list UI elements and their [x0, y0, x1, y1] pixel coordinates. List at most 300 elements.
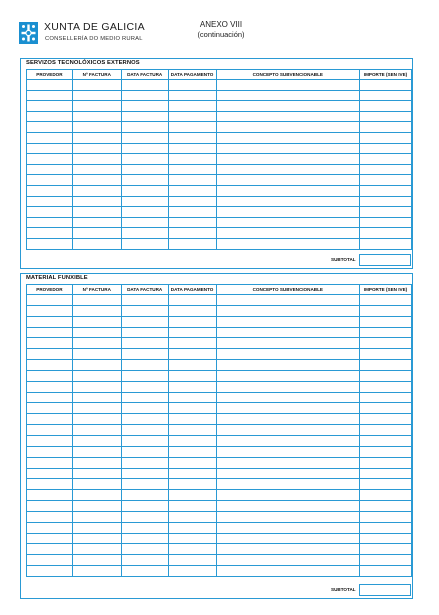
importe-cell[interactable]	[360, 479, 412, 490]
provedor-cell[interactable]	[27, 228, 73, 239]
concepto-cell[interactable]	[216, 403, 359, 414]
data-pagamento-cell[interactable]	[168, 132, 216, 143]
data-pagamento-cell[interactable]	[168, 196, 216, 207]
table-row	[27, 370, 412, 381]
importe-cell[interactable]	[360, 143, 412, 154]
data-factura-cell[interactable]	[121, 566, 168, 577]
concepto-cell[interactable]	[216, 132, 359, 143]
data-pagamento-cell[interactable]	[168, 305, 216, 316]
importe-cell[interactable]	[360, 90, 412, 101]
data-factura-cell[interactable]	[121, 238, 168, 249]
column-header-provedor: PROVEDOR	[27, 285, 73, 295]
concepto-cell[interactable]	[216, 228, 359, 239]
subtotal-field[interactable]	[359, 584, 411, 596]
factura-cell[interactable]	[72, 90, 121, 101]
data-pagamento-cell[interactable]	[168, 111, 216, 122]
xunta-logo-icon	[19, 22, 38, 44]
importe-cell[interactable]	[360, 435, 412, 446]
data-pagamento-cell[interactable]	[168, 360, 216, 371]
table-header-row	[27, 285, 412, 295]
data-pagamento-cell[interactable]	[168, 468, 216, 479]
data-factura-cell[interactable]	[121, 490, 168, 501]
data-pagamento-cell[interactable]	[168, 349, 216, 360]
data-factura-cell[interactable]	[121, 305, 168, 316]
concepto-cell[interactable]	[216, 468, 359, 479]
data-factura-cell[interactable]	[121, 143, 168, 154]
concepto-cell[interactable]	[216, 360, 359, 371]
concepto-cell[interactable]	[216, 143, 359, 154]
table-row	[27, 111, 412, 122]
table-row	[27, 164, 412, 175]
data-factura-cell[interactable]	[121, 164, 168, 175]
table-row	[27, 349, 412, 360]
provedor-cell[interactable]	[27, 132, 73, 143]
provedor-cell[interactable]	[27, 457, 73, 468]
importe-cell[interactable]	[360, 403, 412, 414]
column-header-factura: Nº FACTURA	[72, 70, 121, 80]
provedor-cell[interactable]	[27, 207, 73, 218]
data-factura-cell[interactable]	[121, 185, 168, 196]
provedor-cell[interactable]	[27, 533, 73, 544]
table-row	[27, 132, 412, 143]
data-factura-cell[interactable]	[121, 90, 168, 101]
column-header-data-factura: DATA FACTURA	[121, 285, 168, 295]
importe-cell[interactable]	[360, 207, 412, 218]
concepto-cell[interactable]	[216, 533, 359, 544]
factura-cell[interactable]	[72, 295, 121, 306]
data-pagamento-cell[interactable]	[168, 316, 216, 327]
data-pagamento-cell[interactable]	[168, 338, 216, 349]
provedor-cell[interactable]	[27, 349, 73, 360]
data-factura-cell[interactable]	[121, 132, 168, 143]
factura-cell[interactable]	[72, 316, 121, 327]
data-factura-cell[interactable]	[121, 446, 168, 457]
factura-cell[interactable]	[72, 403, 121, 414]
factura-cell[interactable]	[72, 446, 121, 457]
importe-cell[interactable]	[360, 490, 412, 501]
column-header-concepto: CONCEPTO SUBVENCIONABLE	[216, 70, 359, 80]
factura-cell[interactable]	[72, 511, 121, 522]
importe-cell[interactable]	[360, 544, 412, 555]
concepto-cell[interactable]	[216, 566, 359, 577]
concepto-cell[interactable]	[216, 175, 359, 186]
data-factura-cell[interactable]	[121, 425, 168, 436]
subtotal-label: SUBTOTAL	[331, 257, 356, 262]
data-factura-cell[interactable]	[121, 316, 168, 327]
concepto-cell[interactable]	[216, 164, 359, 175]
provedor-cell[interactable]	[27, 501, 73, 512]
data-factura-cell[interactable]	[121, 414, 168, 425]
importe-cell[interactable]	[360, 360, 412, 371]
importe-cell[interactable]	[360, 457, 412, 468]
data-pagamento-cell[interactable]	[168, 425, 216, 436]
data-factura-cell[interactable]	[121, 338, 168, 349]
concepto-cell[interactable]	[216, 370, 359, 381]
data-factura-cell[interactable]	[121, 457, 168, 468]
importe-cell[interactable]	[360, 295, 412, 306]
data-factura-cell[interactable]	[121, 435, 168, 446]
data-factura-cell[interactable]	[121, 154, 168, 165]
importe-cell[interactable]	[360, 185, 412, 196]
factura-cell[interactable]	[72, 228, 121, 239]
provedor-cell[interactable]	[27, 360, 73, 371]
importe-cell[interactable]	[360, 316, 412, 327]
importe-cell[interactable]	[360, 425, 412, 436]
table-row	[27, 196, 412, 207]
provedor-cell[interactable]	[27, 435, 73, 446]
table-row	[27, 338, 412, 349]
table-row	[27, 175, 412, 186]
data-pagamento-cell[interactable]	[168, 501, 216, 512]
factura-cell[interactable]	[72, 533, 121, 544]
provedor-cell[interactable]	[27, 154, 73, 165]
provedor-cell[interactable]	[27, 544, 73, 555]
table-row	[27, 425, 412, 436]
factura-cell[interactable]	[72, 468, 121, 479]
table-row	[27, 185, 412, 196]
concepto-cell[interactable]	[216, 90, 359, 101]
table-row	[27, 143, 412, 154]
provedor-cell[interactable]	[27, 338, 73, 349]
provedor-cell[interactable]	[27, 490, 73, 501]
provedor-cell[interactable]	[27, 414, 73, 425]
provedor-cell[interactable]	[27, 370, 73, 381]
data-pagamento-cell[interactable]	[168, 327, 216, 338]
data-pagamento-cell[interactable]	[168, 238, 216, 249]
data-pagamento-cell[interactable]	[168, 295, 216, 306]
factura-cell[interactable]	[72, 196, 121, 207]
provedor-cell[interactable]	[27, 381, 73, 392]
data-factura-cell[interactable]	[121, 381, 168, 392]
data-pagamento-cell[interactable]	[168, 228, 216, 239]
factura-cell[interactable]	[72, 370, 121, 381]
concepto-cell[interactable]	[216, 154, 359, 165]
concepto-cell[interactable]	[216, 392, 359, 403]
importe-cell[interactable]	[360, 80, 412, 91]
data-pagamento-cell[interactable]	[168, 164, 216, 175]
data-pagamento-cell[interactable]	[168, 414, 216, 425]
provedor-cell[interactable]	[27, 316, 73, 327]
data-factura-cell[interactable]	[121, 349, 168, 360]
importe-cell[interactable]	[360, 305, 412, 316]
importe-cell[interactable]	[360, 522, 412, 533]
table-row	[27, 217, 412, 228]
provedor-cell[interactable]	[27, 111, 73, 122]
data-factura-cell[interactable]	[121, 501, 168, 512]
data-pagamento-cell[interactable]	[168, 457, 216, 468]
factura-cell[interactable]	[72, 122, 121, 133]
provedor-cell[interactable]	[27, 185, 73, 196]
provedor-cell[interactable]	[27, 143, 73, 154]
concepto-cell[interactable]	[216, 185, 359, 196]
importe-cell[interactable]	[360, 338, 412, 349]
importe-cell[interactable]	[360, 414, 412, 425]
factura-cell[interactable]	[72, 490, 121, 501]
provedor-cell[interactable]	[27, 327, 73, 338]
provedor-cell[interactable]	[27, 555, 73, 566]
concepto-cell[interactable]	[216, 457, 359, 468]
data-pagamento-cell[interactable]	[168, 435, 216, 446]
expense-table	[26, 284, 412, 577]
data-factura-cell[interactable]	[121, 533, 168, 544]
concepto-cell[interactable]	[216, 196, 359, 207]
factura-cell[interactable]	[72, 392, 121, 403]
factura-cell[interactable]	[72, 349, 121, 360]
importe-cell[interactable]	[360, 164, 412, 175]
factura-cell[interactable]	[72, 101, 121, 112]
data-pagamento-cell[interactable]	[168, 479, 216, 490]
provedor-cell[interactable]	[27, 392, 73, 403]
factura-cell[interactable]	[72, 522, 121, 533]
data-pagamento-cell[interactable]	[168, 154, 216, 165]
data-factura-cell[interactable]	[121, 175, 168, 186]
data-factura-cell[interactable]	[121, 327, 168, 338]
factura-cell[interactable]	[72, 164, 121, 175]
importe-cell[interactable]	[360, 370, 412, 381]
table-row	[27, 80, 412, 91]
data-factura-cell[interactable]	[121, 217, 168, 228]
data-pagamento-cell[interactable]	[168, 207, 216, 218]
page-header	[0, 0, 439, 56]
table-row	[27, 566, 412, 577]
factura-cell[interactable]	[72, 207, 121, 218]
provedor-cell[interactable]	[27, 175, 73, 186]
importe-cell[interactable]	[360, 349, 412, 360]
column-header-concepto: CONCEPTO SUBVENCIONABLE	[216, 285, 359, 295]
data-factura-cell[interactable]	[121, 196, 168, 207]
provedor-cell[interactable]	[27, 238, 73, 249]
data-pagamento-cell[interactable]	[168, 143, 216, 154]
data-factura-cell[interactable]	[121, 403, 168, 414]
data-pagamento-cell[interactable]	[168, 544, 216, 555]
data-pagamento-cell[interactable]	[168, 370, 216, 381]
factura-cell[interactable]	[72, 457, 121, 468]
subtotal-field[interactable]	[359, 254, 411, 266]
concepto-cell[interactable]	[216, 479, 359, 490]
table-row	[27, 154, 412, 165]
importe-cell[interactable]	[360, 566, 412, 577]
importe-cell[interactable]	[360, 175, 412, 186]
data-factura-cell[interactable]	[121, 511, 168, 522]
expense-table	[26, 69, 412, 250]
section-title: MATERIAL FUNXIBLE	[26, 275, 88, 281]
concepto-cell[interactable]	[216, 101, 359, 112]
data-factura-cell[interactable]	[121, 468, 168, 479]
concepto-cell[interactable]	[216, 435, 359, 446]
factura-cell[interactable]	[72, 132, 121, 143]
importe-cell[interactable]	[360, 217, 412, 228]
data-pagamento-cell[interactable]	[168, 522, 216, 533]
table-row	[27, 555, 412, 566]
data-pagamento-cell[interactable]	[168, 392, 216, 403]
importe-cell[interactable]	[360, 196, 412, 207]
importe-cell[interactable]	[360, 533, 412, 544]
importe-cell[interactable]	[360, 228, 412, 239]
table-row	[27, 511, 412, 522]
data-factura-cell[interactable]	[121, 295, 168, 306]
concepto-cell[interactable]	[216, 501, 359, 512]
factura-cell[interactable]	[72, 425, 121, 436]
factura-cell[interactable]	[72, 238, 121, 249]
provedor-cell[interactable]	[27, 80, 73, 91]
factura-cell[interactable]	[72, 111, 121, 122]
data-factura-cell[interactable]	[121, 111, 168, 122]
factura-cell[interactable]	[72, 338, 121, 349]
data-pagamento-cell[interactable]	[168, 381, 216, 392]
factura-cell[interactable]	[72, 544, 121, 555]
table-row	[27, 207, 412, 218]
concepto-cell[interactable]	[216, 446, 359, 457]
table-row	[27, 381, 412, 392]
importe-cell[interactable]	[360, 501, 412, 512]
table-row	[27, 316, 412, 327]
table-row	[27, 238, 412, 249]
importe-cell[interactable]	[360, 555, 412, 566]
factura-cell[interactable]	[72, 217, 121, 228]
data-factura-cell[interactable]	[121, 80, 168, 91]
data-factura-cell[interactable]	[121, 360, 168, 371]
importe-cell[interactable]	[360, 238, 412, 249]
concepto-cell[interactable]	[216, 111, 359, 122]
data-factura-cell[interactable]	[121, 207, 168, 218]
factura-cell[interactable]	[72, 501, 121, 512]
data-pagamento-cell[interactable]	[168, 80, 216, 91]
provedor-cell[interactable]	[27, 479, 73, 490]
table-row	[27, 468, 412, 479]
provedor-cell[interactable]	[27, 196, 73, 207]
data-pagamento-cell[interactable]	[168, 217, 216, 228]
data-factura-cell[interactable]	[121, 555, 168, 566]
data-factura-cell[interactable]	[121, 392, 168, 403]
provedor-cell[interactable]	[27, 522, 73, 533]
data-pagamento-cell[interactable]	[168, 185, 216, 196]
table-row	[27, 360, 412, 371]
factura-cell[interactable]	[72, 566, 121, 577]
concepto-cell[interactable]	[216, 122, 359, 133]
data-pagamento-cell[interactable]	[168, 403, 216, 414]
table-row	[27, 522, 412, 533]
table-row	[27, 295, 412, 306]
provedor-cell[interactable]	[27, 566, 73, 577]
provedor-cell[interactable]	[27, 468, 73, 479]
data-pagamento-cell[interactable]	[168, 533, 216, 544]
concepto-cell[interactable]	[216, 414, 359, 425]
provedor-cell[interactable]	[27, 90, 73, 101]
factura-cell[interactable]	[72, 435, 121, 446]
importe-cell[interactable]	[360, 392, 412, 403]
concepto-cell[interactable]	[216, 511, 359, 522]
concepto-cell[interactable]	[216, 305, 359, 316]
factura-cell[interactable]	[72, 305, 121, 316]
brand-subtitle: CONSELLERÍA DO MEDIO RURAL	[45, 36, 143, 42]
factura-cell[interactable]	[72, 143, 121, 154]
concepto-cell[interactable]	[216, 217, 359, 228]
concepto-cell[interactable]	[216, 327, 359, 338]
provedor-cell[interactable]	[27, 217, 73, 228]
data-factura-cell[interactable]	[121, 522, 168, 533]
importe-cell[interactable]	[360, 511, 412, 522]
importe-cell[interactable]	[360, 327, 412, 338]
data-factura-cell[interactable]	[121, 101, 168, 112]
provedor-cell[interactable]	[27, 295, 73, 306]
provedor-cell[interactable]	[27, 446, 73, 457]
importe-cell[interactable]	[360, 468, 412, 479]
importe-cell[interactable]	[360, 446, 412, 457]
provedor-cell[interactable]	[27, 305, 73, 316]
concepto-cell[interactable]	[216, 295, 359, 306]
factura-cell[interactable]	[72, 80, 121, 91]
concepto-cell[interactable]	[216, 238, 359, 249]
provedor-cell[interactable]	[27, 425, 73, 436]
table-row	[27, 403, 412, 414]
importe-cell[interactable]	[360, 154, 412, 165]
factura-cell[interactable]	[72, 381, 121, 392]
table-row	[27, 305, 412, 316]
importe-cell[interactable]	[360, 111, 412, 122]
column-header-data-pagamento: DATA PAGAMENTO	[168, 285, 216, 295]
data-factura-cell[interactable]	[121, 228, 168, 239]
provedor-cell[interactable]	[27, 122, 73, 133]
column-header-provedor: PROVEDOR	[27, 70, 73, 80]
data-pagamento-cell[interactable]	[168, 101, 216, 112]
data-factura-cell[interactable]	[121, 479, 168, 490]
importe-cell[interactable]	[360, 122, 412, 133]
table-row	[27, 446, 412, 457]
factura-cell[interactable]	[72, 185, 121, 196]
provedor-cell[interactable]	[27, 511, 73, 522]
factura-cell[interactable]	[72, 555, 121, 566]
data-pagamento-cell[interactable]	[168, 90, 216, 101]
data-factura-cell[interactable]	[121, 122, 168, 133]
data-pagamento-cell[interactable]	[168, 490, 216, 501]
data-pagamento-cell[interactable]	[168, 511, 216, 522]
concepto-cell[interactable]	[216, 338, 359, 349]
importe-cell[interactable]	[360, 101, 412, 112]
concepto-cell[interactable]	[216, 490, 359, 501]
factura-cell[interactable]	[72, 175, 121, 186]
concepto-cell[interactable]	[216, 381, 359, 392]
concepto-cell[interactable]	[216, 316, 359, 327]
concepto-cell[interactable]	[216, 544, 359, 555]
data-pagamento-cell[interactable]	[168, 566, 216, 577]
data-pagamento-cell[interactable]	[168, 555, 216, 566]
data-factura-cell[interactable]	[121, 370, 168, 381]
factura-cell[interactable]	[72, 360, 121, 371]
factura-cell[interactable]	[72, 479, 121, 490]
data-pagamento-cell[interactable]	[168, 446, 216, 457]
factura-cell[interactable]	[72, 327, 121, 338]
concepto-cell[interactable]	[216, 522, 359, 533]
concepto-cell[interactable]	[216, 425, 359, 436]
factura-cell[interactable]	[72, 154, 121, 165]
table-row	[27, 327, 412, 338]
provedor-cell[interactable]	[27, 101, 73, 112]
data-pagamento-cell[interactable]	[168, 175, 216, 186]
importe-cell[interactable]	[360, 132, 412, 143]
data-pagamento-cell[interactable]	[168, 122, 216, 133]
concepto-cell[interactable]	[216, 80, 359, 91]
concepto-cell[interactable]	[216, 349, 359, 360]
concepto-cell[interactable]	[216, 207, 359, 218]
provedor-cell[interactable]	[27, 403, 73, 414]
table-row	[27, 479, 412, 490]
table-row	[27, 90, 412, 101]
concepto-cell[interactable]	[216, 555, 359, 566]
factura-cell[interactable]	[72, 414, 121, 425]
provedor-cell[interactable]	[27, 164, 73, 175]
importe-cell[interactable]	[360, 381, 412, 392]
data-factura-cell[interactable]	[121, 544, 168, 555]
